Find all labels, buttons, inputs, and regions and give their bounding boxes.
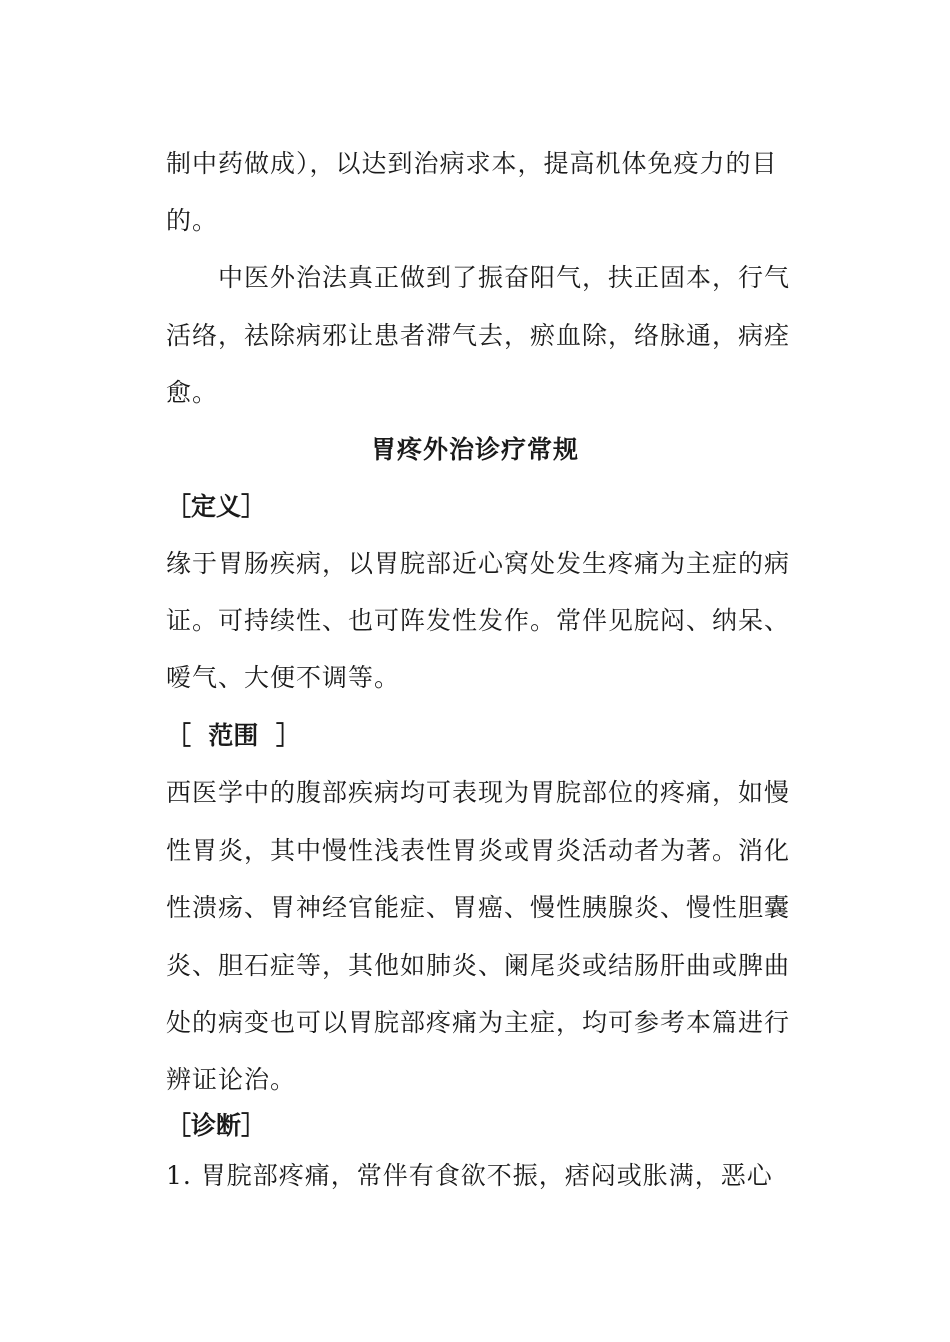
paragraph-line: 炎、胆石症等，其他如肺炎、阑尾炎或结肠肝曲或脾曲: [166, 951, 791, 980]
paragraph-line: 性溃疡、胃神经官能症、胃癌、慢性胰腺炎、慢性胆囊: [166, 893, 791, 922]
diagnosis-heading: ［诊断］: [166, 1111, 267, 1140]
paragraph-line: 性胃炎，其中慢性浅表性胃炎或胃炎活动者为著。消化: [166, 836, 791, 865]
paragraph-line: 制中药做成），以达到治病求本，提高机体免疫力的目: [166, 149, 778, 178]
paragraph-line: 辨证论治。: [166, 1065, 297, 1094]
paragraph-line: 处的病变也可以胃脘部疼痛为主症，均可参考本篇进行: [166, 1008, 791, 1037]
paragraph-line: 缘于胃肠疾病，以胃脘部近心窝处发生疼痛为主症的病: [166, 549, 791, 578]
paragraph-line: 活络，祛除病邪让患者滞气去，瘀血除，络脉通，病痊: [166, 321, 791, 350]
paragraph-line: 的。: [166, 206, 219, 235]
paragraph-line: 证。可持续性、也可阵发性发作。常伴见脘闷、纳呆、: [166, 606, 791, 635]
paragraph-line: 愈。: [166, 378, 219, 407]
paragraph-line: 嗳气、大便不调等。: [166, 663, 401, 692]
definition-heading: ［定义］: [166, 492, 267, 521]
scope-heading: ［ 范围 ］: [166, 721, 301, 750]
list-item: 1. 胃脘部疼痛，常伴有食欲不振，痞闷或胀满，恶心: [166, 1161, 773, 1190]
section-title: 胃疼外治诊疗常规: [370, 435, 579, 464]
paragraph-line: 西医学中的腹部疾病均可表现为胃脘部位的疼痛，如慢: [166, 778, 791, 807]
paragraph-line: 中医外治法真正做到了振奋阳气，扶正固本，行气: [218, 263, 791, 292]
